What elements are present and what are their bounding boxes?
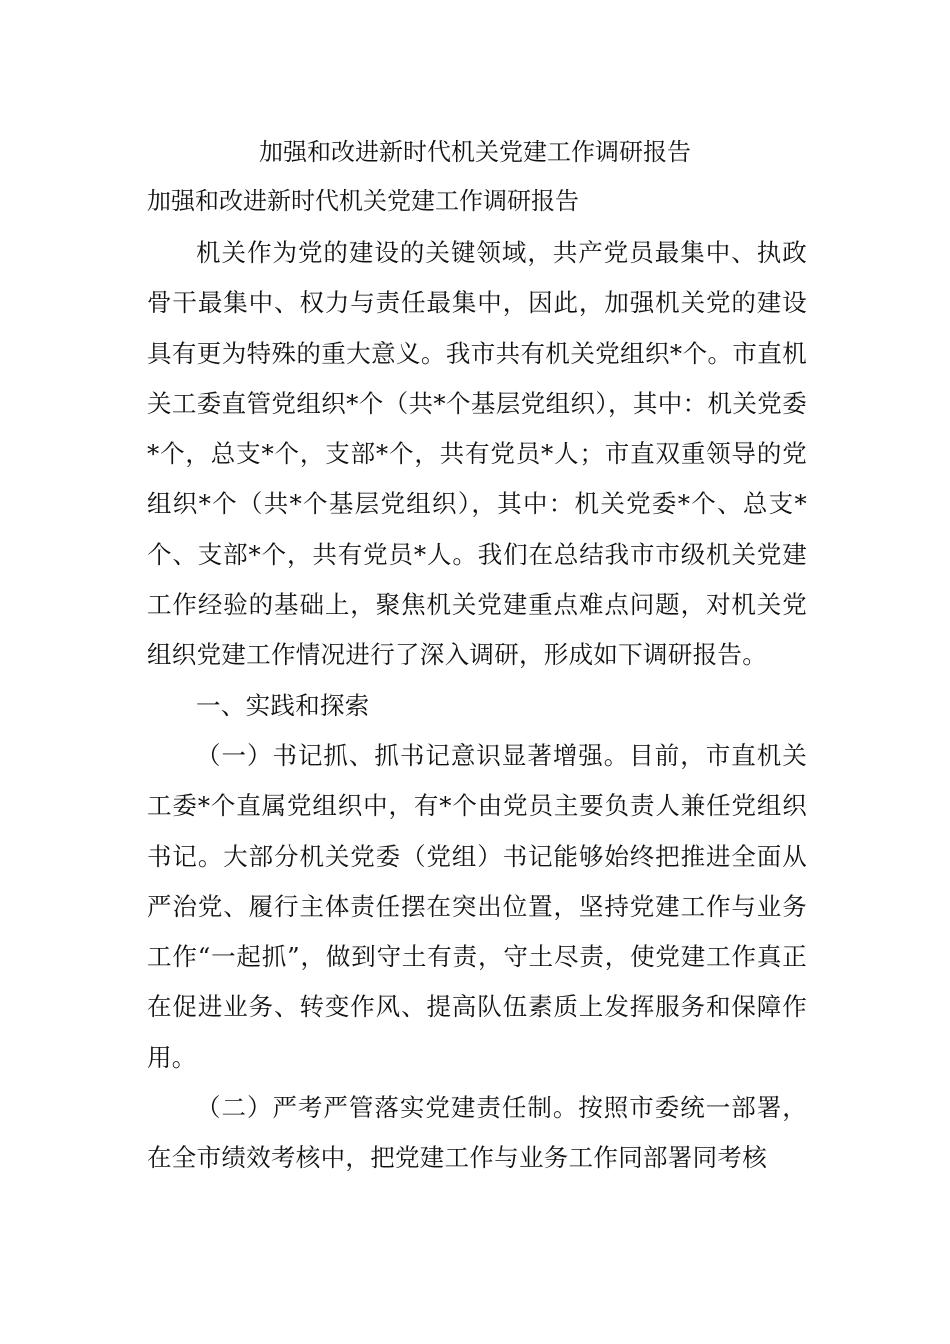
section-heading-practice: 一、实践和探索 — [196, 690, 370, 720]
paragraph-responsibility: （二）严考严管落实党建责任制。按照市委统一部署，在全市绩效考核中，把党建工作与业务工作同部署同考核 — [147, 1093, 807, 1173]
document-heading: 加强和改进新时代机关党建工作调研报告 — [147, 187, 579, 215]
paragraph-secretary: （一）书记抓、抓书记意识显著增强。目前，市直机关工委*个直属党组织中，有*个由党员主要负责人兼任党组织书记。大部分机关党委（党组）书记能够始终把推进全面从严治党、履行主体责任摆在突出位置，坚持党建工作与业务工作“一起抓”，做到守土有责，守土尽责，使党建工作真正在促进业务、转变作风、提高队伍素质上发挥服务和保障作用。 — [147, 740, 807, 1072]
document-title: 加强和改进新时代机关党建工作调研报告 — [259, 138, 691, 166]
document-body — [147, 228, 807, 1184]
paragraph-intro: 机关作为党的建设的关键领域，共产党员最集中、执政骨干最集中、权力与责任最集中，因此，加强机关党的建设具有更为特殊的重大意义。我市共有机关党组织*个。市直机关工委直管党组织*个（共*个基层党组织），其中：机关党委*个，总支*个，支部*个，共有党员*人；市直双重领导的党组织*个（共*个基层党组织），其中：机关党委*个、总支*个、支部*个，共有党员*人。我们在总结我市市级机关党建工作经验的基础上，聚焦机关党建重点难点问题，对机关党组织党建工作情况进行了深入调研，形成如下调研报告。 — [147, 238, 807, 670]
